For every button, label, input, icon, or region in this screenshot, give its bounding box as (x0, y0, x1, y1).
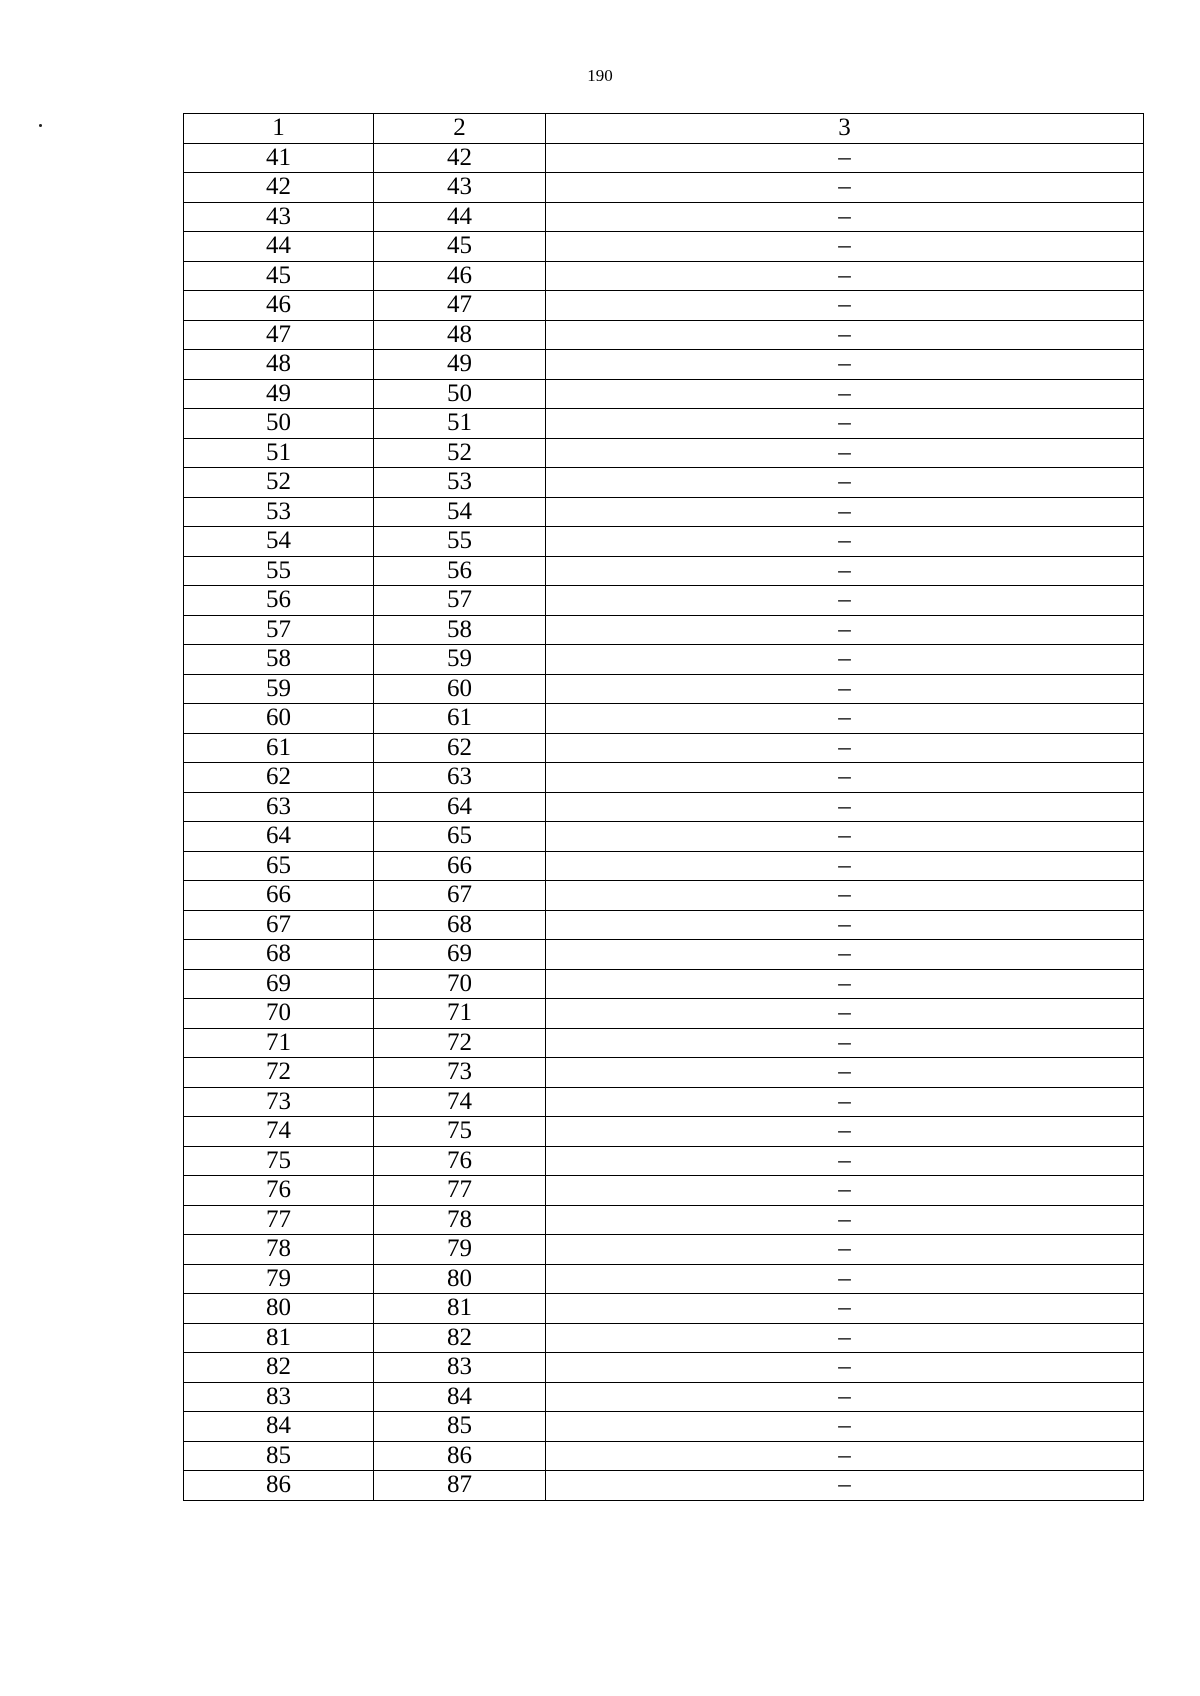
table-cell-col-2: 84 (374, 1382, 546, 1412)
table-cell-col-3: – (546, 1412, 1144, 1442)
table-cell-col-2: 75 (374, 1117, 546, 1147)
table-cell-col-2: 65 (374, 822, 546, 852)
table-row (184, 202, 1144, 232)
table-cell-col-2: 50 (374, 379, 546, 409)
table-cell-col-3: – (546, 1382, 1144, 1412)
table-row (184, 645, 1144, 675)
table-header-row (184, 114, 1144, 144)
table-cell-col-2: 48 (374, 320, 546, 350)
table-cell-col-1: 71 (184, 1028, 374, 1058)
table-row (184, 556, 1144, 586)
table-cell-col-1: 78 (184, 1235, 374, 1265)
table-cell-col-2: 78 (374, 1205, 546, 1235)
table-row (184, 1264, 1144, 1294)
table-cell-col-3: – (546, 291, 1144, 321)
table-cell-col-1: 85 (184, 1441, 374, 1471)
table-cell-col-3: – (546, 261, 1144, 291)
table-cell-col-1: 81 (184, 1323, 374, 1353)
column-header-2: 2 (374, 114, 546, 144)
table-row (184, 379, 1144, 409)
table-cell-col-1: 59 (184, 674, 374, 704)
table-cell-col-3: – (546, 881, 1144, 911)
table-row (184, 763, 1144, 793)
table-cell-col-1: 79 (184, 1264, 374, 1294)
table-cell-col-1: 76 (184, 1176, 374, 1206)
table-cell-col-1: 55 (184, 556, 374, 586)
table-cell-col-3: – (546, 232, 1144, 262)
table-cell-col-1: 70 (184, 999, 374, 1029)
table-cell-col-1: 42 (184, 173, 374, 203)
table-row (184, 173, 1144, 203)
table-cell-col-2: 56 (374, 556, 546, 586)
table-cell-col-1: 84 (184, 1412, 374, 1442)
table-row (184, 1087, 1144, 1117)
table-cell-col-3: – (546, 792, 1144, 822)
table-row (184, 1382, 1144, 1412)
table-cell-col-3: – (546, 173, 1144, 203)
table-row (184, 350, 1144, 380)
table-cell-col-2: 49 (374, 350, 546, 380)
table-cell-col-1: 41 (184, 143, 374, 173)
table-row (184, 438, 1144, 468)
table-cell-col-3: – (546, 822, 1144, 852)
table-cell-col-3: – (546, 527, 1144, 557)
table-row (184, 1323, 1144, 1353)
table-cell-col-2: 76 (374, 1146, 546, 1176)
table-cell-col-1: 67 (184, 910, 374, 940)
table-cell-col-1: 74 (184, 1117, 374, 1147)
table-cell-col-1: 83 (184, 1382, 374, 1412)
table-cell-col-3: – (546, 851, 1144, 881)
table-cell-col-1: 51 (184, 438, 374, 468)
table-cell-col-3: – (546, 704, 1144, 734)
table-row (184, 910, 1144, 940)
table-cell-col-3: – (546, 1353, 1144, 1383)
table-cell-col-3: – (546, 1146, 1144, 1176)
table-cell-col-2: 80 (374, 1264, 546, 1294)
table-row (184, 615, 1144, 645)
table-cell-col-2: 61 (374, 704, 546, 734)
table-cell-col-2: 52 (374, 438, 546, 468)
table-row (184, 143, 1144, 173)
table-cell-col-3: – (546, 1117, 1144, 1147)
table-cell-col-2: 42 (374, 143, 546, 173)
table-cell-col-2: 62 (374, 733, 546, 763)
table-cell-col-2: 83 (374, 1353, 546, 1383)
table-cell-col-1: 57 (184, 615, 374, 645)
table-cell-col-2: 45 (374, 232, 546, 262)
table-cell-col-3: – (546, 645, 1144, 675)
table-cell-col-1: 82 (184, 1353, 374, 1383)
table-cell-col-1: 69 (184, 969, 374, 999)
table-cell-col-3: – (546, 674, 1144, 704)
column-header-1: 1 (184, 114, 374, 144)
table-row (184, 733, 1144, 763)
table-cell-col-3: – (546, 910, 1144, 940)
page-number: 190 (587, 66, 613, 85)
table-cell-col-2: 44 (374, 202, 546, 232)
table-cell-col-1: 65 (184, 851, 374, 881)
table-cell-col-2: 55 (374, 527, 546, 557)
table-cell-col-2: 60 (374, 674, 546, 704)
table-cell-col-2: 71 (374, 999, 546, 1029)
table-row (184, 1294, 1144, 1324)
table-row (184, 1028, 1144, 1058)
table-cell-col-3: – (546, 615, 1144, 645)
column-header-3: 3 (546, 114, 1144, 144)
data-table (183, 113, 1144, 1501)
table-row (184, 527, 1144, 557)
table-cell-col-1: 43 (184, 202, 374, 232)
table-cell-col-2: 43 (374, 173, 546, 203)
table-cell-col-3: – (546, 409, 1144, 439)
table-row (184, 1058, 1144, 1088)
table-cell-col-3: – (546, 556, 1144, 586)
table-cell-col-3: – (546, 1471, 1144, 1501)
table-cell-col-3: – (546, 1205, 1144, 1235)
table-row (184, 822, 1144, 852)
table-cell-col-2: 87 (374, 1471, 546, 1501)
table-cell-col-3: – (546, 586, 1144, 616)
table-cell-col-3: – (546, 143, 1144, 173)
table-cell-col-3: – (546, 969, 1144, 999)
table-cell-col-2: 77 (374, 1176, 546, 1206)
table-cell-col-1: 75 (184, 1146, 374, 1176)
table-row (184, 999, 1144, 1029)
table-cell-col-3: – (546, 438, 1144, 468)
table-row (184, 261, 1144, 291)
table-cell-col-2: 58 (374, 615, 546, 645)
table-cell-col-2: 68 (374, 910, 546, 940)
table-cell-col-2: 81 (374, 1294, 546, 1324)
table-cell-col-3: – (546, 999, 1144, 1029)
table-cell-col-2: 54 (374, 497, 546, 527)
table-row (184, 409, 1144, 439)
table-cell-col-3: – (546, 1323, 1144, 1353)
table-cell-col-2: 64 (374, 792, 546, 822)
table-row (184, 940, 1144, 970)
table-cell-col-1: 73 (184, 1087, 374, 1117)
table-cell-col-1: 48 (184, 350, 374, 380)
table-cell-col-1: 68 (184, 940, 374, 970)
table-cell-col-2: 72 (374, 1028, 546, 1058)
table-cell-col-1: 53 (184, 497, 374, 527)
table-cell-col-2: 57 (374, 586, 546, 616)
table-cell-col-1: 46 (184, 291, 374, 321)
table-cell-col-1: 58 (184, 645, 374, 675)
table-cell-col-3: – (546, 1058, 1144, 1088)
table-row (184, 704, 1144, 734)
table-cell-col-1: 62 (184, 763, 374, 793)
table-cell-col-3: – (546, 940, 1144, 970)
table-cell-col-2: 86 (374, 1441, 546, 1471)
table-cell-col-2: 67 (374, 881, 546, 911)
table-cell-col-1: 50 (184, 409, 374, 439)
table-cell-col-1: 45 (184, 261, 374, 291)
table-cell-col-1: 72 (184, 1058, 374, 1088)
table-cell-col-1: 61 (184, 733, 374, 763)
table-cell-col-2: 82 (374, 1323, 546, 1353)
table-cell-col-1: 54 (184, 527, 374, 557)
table-row (184, 1176, 1144, 1206)
table-cell-col-3: – (546, 1087, 1144, 1117)
table-row (184, 881, 1144, 911)
table-cell-col-2: 59 (374, 645, 546, 675)
table-row (184, 497, 1144, 527)
table-cell-col-2: 69 (374, 940, 546, 970)
table-cell-col-1: 66 (184, 881, 374, 911)
table-cell-col-1: 56 (184, 586, 374, 616)
table-cell-col-1: 77 (184, 1205, 374, 1235)
table-cell-col-1: 52 (184, 468, 374, 498)
table-cell-col-3: – (546, 1028, 1144, 1058)
table-body (184, 143, 1144, 1500)
table-row (184, 1471, 1144, 1501)
table-cell-col-2: 70 (374, 969, 546, 999)
table-cell-col-1: 60 (184, 704, 374, 734)
table-cell-col-3: – (546, 468, 1144, 498)
table-cell-col-2: 63 (374, 763, 546, 793)
table-row (184, 232, 1144, 262)
table-row (184, 851, 1144, 881)
table-cell-col-3: – (546, 1441, 1144, 1471)
table-row (184, 320, 1144, 350)
table-cell-col-2: 46 (374, 261, 546, 291)
table-row (184, 586, 1144, 616)
table-cell-col-3: – (546, 1176, 1144, 1206)
table-row (184, 1353, 1144, 1383)
table-cell-col-3: – (546, 379, 1144, 409)
table-cell-col-2: 53 (374, 468, 546, 498)
table-row (184, 1146, 1144, 1176)
table-row (184, 468, 1144, 498)
table-cell-col-1: 64 (184, 822, 374, 852)
table-cell-col-2: 47 (374, 291, 546, 321)
table-row (184, 291, 1144, 321)
scan-speck (39, 124, 42, 127)
table-cell-col-2: 79 (374, 1235, 546, 1265)
table-row (184, 1412, 1144, 1442)
table-row (184, 969, 1144, 999)
table-row (184, 1117, 1144, 1147)
table-cell-col-3: – (546, 1294, 1144, 1324)
table-cell-col-1: 47 (184, 320, 374, 350)
table-cell-col-1: 86 (184, 1471, 374, 1501)
table-cell-col-3: – (546, 1235, 1144, 1265)
table-row (184, 792, 1144, 822)
table-cell-col-1: 44 (184, 232, 374, 262)
table-cell-col-3: – (546, 320, 1144, 350)
table-cell-col-3: – (546, 1264, 1144, 1294)
table-row (184, 1205, 1144, 1235)
table-cell-col-1: 63 (184, 792, 374, 822)
table-cell-col-2: 85 (374, 1412, 546, 1442)
table-cell-col-2: 51 (374, 409, 546, 439)
table-cell-col-2: 66 (374, 851, 546, 881)
table-cell-col-3: – (546, 763, 1144, 793)
table-cell-col-2: 73 (374, 1058, 546, 1088)
table-cell-col-1: 80 (184, 1294, 374, 1324)
table-cell-col-3: – (546, 202, 1144, 232)
table-cell-col-1: 49 (184, 379, 374, 409)
table-row (184, 674, 1144, 704)
table-cell-col-3: – (546, 497, 1144, 527)
table-row (184, 1441, 1144, 1471)
table-cell-col-3: – (546, 350, 1144, 380)
table-cell-col-3: – (546, 733, 1144, 763)
table-row (184, 1235, 1144, 1265)
table-cell-col-2: 74 (374, 1087, 546, 1117)
